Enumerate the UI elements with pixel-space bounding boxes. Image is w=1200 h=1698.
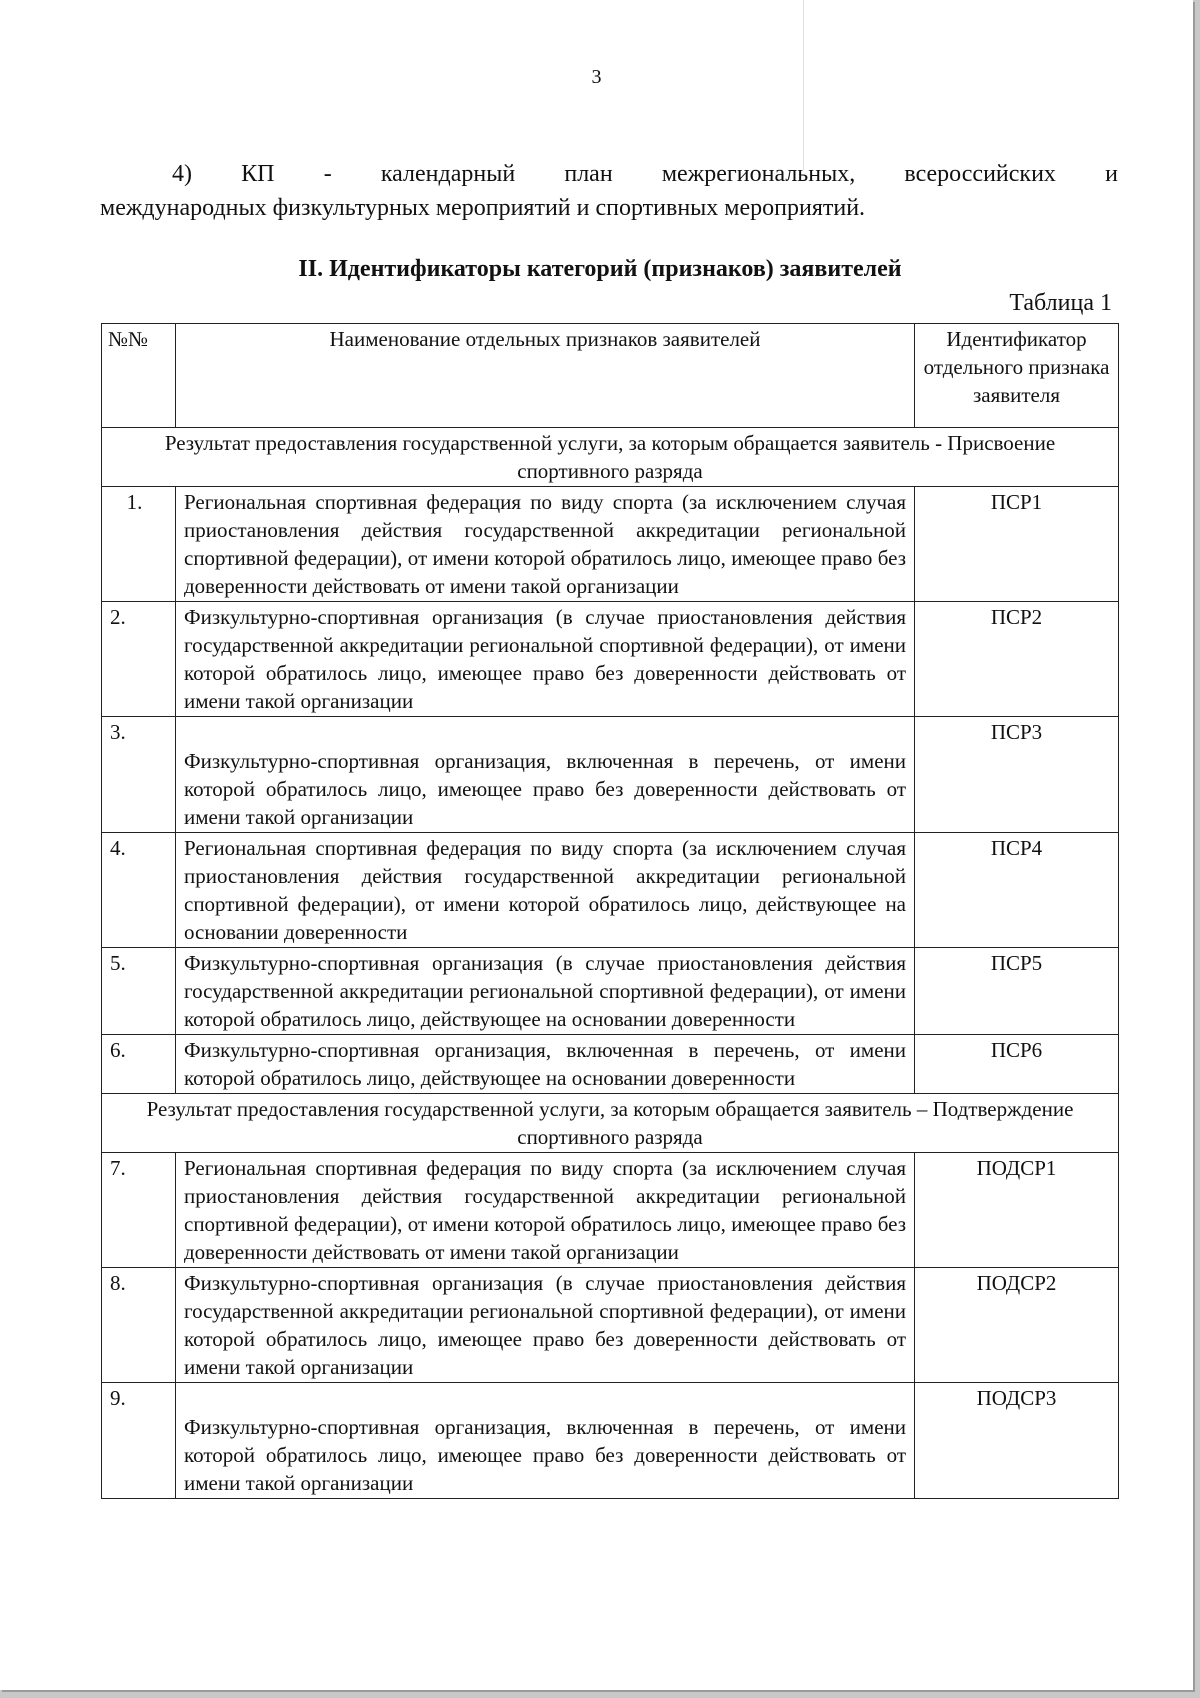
table-row xyxy=(102,833,1119,948)
row-num: 7. xyxy=(102,1153,176,1268)
row-id: ПОДСР2 xyxy=(915,1268,1119,1383)
intro-word: межрегиональных, xyxy=(661,161,856,187)
intro-paragraph xyxy=(100,157,1118,225)
row-id: ПСР4 xyxy=(915,833,1119,948)
row-id: ПСР3 xyxy=(915,717,1119,833)
table-row xyxy=(102,948,1119,1035)
row-id: ПСР5 xyxy=(915,948,1119,1035)
intro-word: всероссийских xyxy=(904,161,1056,187)
intro-word: календарный xyxy=(380,161,516,187)
row-num: 1. xyxy=(102,487,176,602)
intro-word: 4) xyxy=(172,161,192,187)
table-row xyxy=(102,1153,1119,1268)
intro-word: план xyxy=(564,161,613,187)
table-row xyxy=(102,1383,1119,1499)
row-id: ПСР2 xyxy=(915,602,1119,717)
row-id: ПСР6 xyxy=(915,1035,1119,1094)
row-num: 6. xyxy=(102,1035,176,1094)
row-num: 3. xyxy=(102,717,176,833)
row-num: 8. xyxy=(102,1268,176,1383)
header-num: №№ xyxy=(102,324,176,428)
intro-line-1 xyxy=(100,157,1118,191)
table-row xyxy=(102,487,1119,602)
group-row xyxy=(102,428,1119,487)
intro-line-2: международных физкультурных мероприятий и спортивных мероприятий. xyxy=(100,195,866,221)
row-id: ПОДСР1 xyxy=(915,1153,1119,1268)
row-num: 2. xyxy=(102,602,176,717)
intro-word: и xyxy=(1105,161,1118,187)
page-number: 3 xyxy=(591,66,602,88)
header-id: Идентификатор отдельного признака заявителя xyxy=(915,324,1119,428)
table-row xyxy=(102,1035,1119,1094)
row-name: Физкультурно-спортивная организация (в случае приостановления действия государственной аккредитации региональной спортивной федерации), от имени которой обратилось лицо, имеющее право без доверенности действовать от имени такой организации xyxy=(176,602,915,717)
row-name: Физкультурно-спортивная организация, включенная в перечень, от имени которой обратилось лицо, действующее на основании доверенности xyxy=(176,1035,915,1094)
table-caption: Таблица 1 xyxy=(1009,290,1112,316)
group-title: Результат предоставления государственной услуги, за которым обращается заявитель - Присвоение спортивного разряда xyxy=(102,428,1119,487)
row-name: Физкультурно-спортивная организация (в случае приостановления действия государственной аккредитации региональной спортивной федерации), от имени которой обратилось лицо, действующее на основании доверенности xyxy=(176,948,915,1035)
table-row xyxy=(102,717,1119,833)
section-heading: II. Идентификаторы категорий (признаков) заявителей xyxy=(298,256,902,282)
row-id: ПСР1 xyxy=(915,487,1119,602)
header-name: Наименование отдельных признаков заявителей xyxy=(176,324,915,428)
row-id: ПОДСР3 xyxy=(915,1383,1119,1499)
applicant-categories-table xyxy=(101,323,1119,1499)
row-name: Региональная спортивная федерация по виду спорта (за исключением случая приостановления действия государственной аккредитации региональной спортивной федерации), от имени которой обратилось лицо, имеющее право без доверенности действовать от имени такой организации xyxy=(176,487,915,602)
row-num: 4. xyxy=(102,833,176,948)
group-row xyxy=(102,1094,1119,1153)
intro-word: - xyxy=(323,161,332,187)
table-row xyxy=(102,1268,1119,1383)
group-title: Результат предоставления государственной услуги, за которым обращается заявитель – Подтверждение спортивного разряда xyxy=(102,1094,1119,1153)
row-num: 5. xyxy=(102,948,176,1035)
row-name: Физкультурно-спортивная организация, включенная в перечень, от имени которой обратилось лицо, имеющее право без доверенности действовать от имени такой организации xyxy=(176,1383,915,1499)
table-row xyxy=(102,602,1119,717)
row-name: Физкультурно-спортивная организация, включенная в перечень, от имени которой обратилось лицо, имеющее право без доверенности действовать от имени такой организации xyxy=(176,717,915,833)
row-num: 9. xyxy=(102,1383,176,1499)
row-name: Физкультурно-спортивная организация (в случае приостановления действия государственной аккредитации региональной спортивной федерации), от имени которой обратилось лицо, имеющее право без доверенности действовать от имени такой организации xyxy=(176,1268,915,1383)
row-name: Региональная спортивная федерация по виду спорта (за исключением случая приостановления действия государственной аккредитации региональной спортивной федерации), от имени которой обратилось лицо, имеющее право без доверенности действовать от имени такой организации xyxy=(176,1153,915,1268)
intro-word: КП xyxy=(241,161,275,187)
table-header-row xyxy=(102,324,1119,428)
row-name: Региональная спортивная федерация по виду спорта (за исключением случая приостановления действия государственной аккредитации региональной спортивной федерации), от имени которой обратилось лицо, действующее на основании доверенности xyxy=(176,833,915,948)
